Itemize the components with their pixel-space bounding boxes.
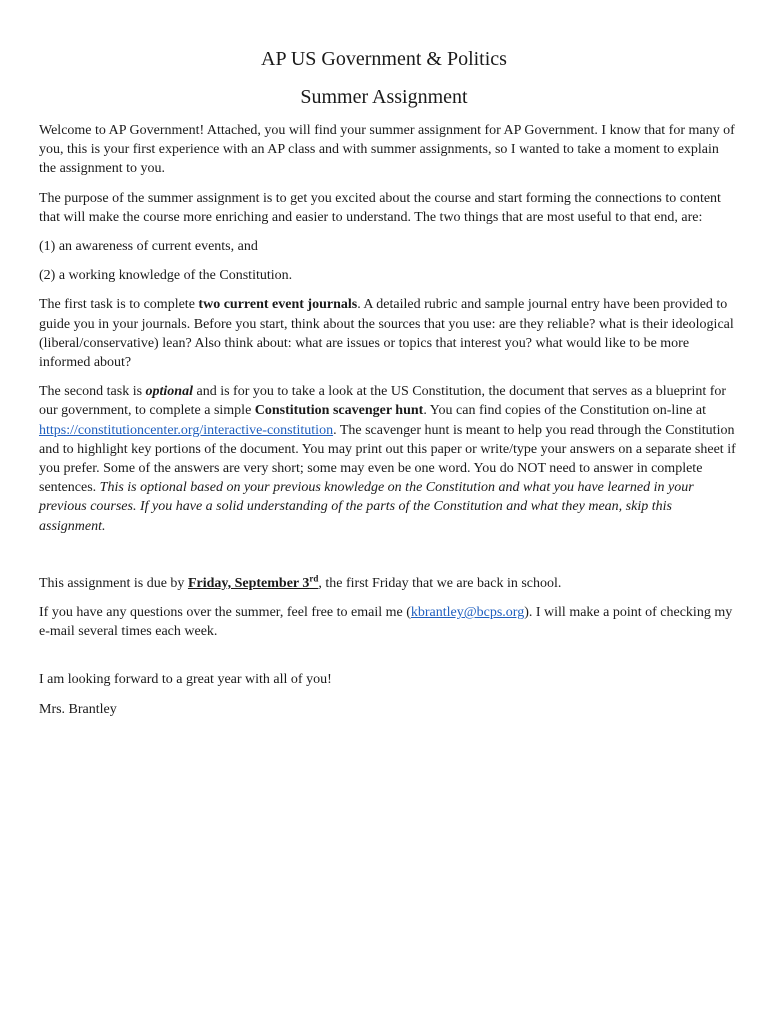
task2-lead: The second task is — [39, 384, 146, 400]
signature: Mrs. Brantley — [39, 701, 117, 717]
contact-rest: ). I will make a point of checking my e-mail several times each week. — [39, 605, 733, 640]
due-date-suffix: rd — [309, 573, 319, 584]
task2-paragraph — [39, 382, 739, 536]
document-body — [39, 121, 739, 729]
task1-lead: The first task is to complete — [39, 297, 199, 313]
list-item-current-events: (1) an awareness of current events, and — [39, 239, 258, 255]
closing-line: I am looking forward to a great year with all of you! — [39, 672, 332, 688]
due-rest: , the first Friday that we are back in school. — [318, 575, 562, 591]
purpose-paragraph: The purpose of the summer assignment is to get you excited about the course and start forming the connections to content that will make the course more enriching and easier to understand. The two things that are most useful to that end, are: — [39, 190, 721, 225]
list-item-constitution: (2) a working knowledge of the Constitution. — [39, 268, 293, 284]
task2-bold: Constitution scavenger hunt — [254, 403, 424, 419]
constitution-link[interactable]: https://constitutioncenter.org/interactive-constitution — [39, 422, 334, 438]
task1-bold: two current event journals — [198, 297, 358, 313]
document-subtitle: Summer Assignment — [300, 86, 468, 108]
spacer — [39, 651, 739, 670]
due-paragraph — [39, 574, 739, 593]
task2-rest: . The scavenger hunt is meant to help you read through the Constitution and to highlight key portions of the document. You may print out this paper or write/type your answers on a separate sheet if you prefer. Some of the answers are very short; some may even be one word. You do NOT need to answer in complete sentences. — [39, 422, 736, 496]
task2-mid2: . You can find copies of the Constitution on-line at — [423, 403, 707, 419]
task2-italic-note: This is optional based on your previous knowledge on the Constitution and what you have learned in your previous courses. If you have a solid understanding of the parts of the Constitution and what they mean, skip this assignment. — [39, 480, 694, 534]
document-title: AP US Government & Politics — [261, 48, 507, 70]
due-date-text: Friday, September 3 — [187, 575, 310, 591]
due-lead: This assignment is due by — [39, 575, 188, 591]
task2-mid: and is for you to take a look at the US Constitution, the document that serves as a blueprint for our government, to complete a simple — [39, 384, 727, 419]
task1-paragraph — [39, 295, 739, 372]
task2-optional: optional — [145, 384, 193, 400]
contact-lead: If you have any questions over the summer, feel free to email me ( — [39, 605, 411, 621]
contact-paragraph — [39, 603, 739, 641]
intro-paragraph: Welcome to AP Government! Attached, you will find your summer assignment for AP Government. I know that for many of you, this is your first experience with an AP class and with summer assignments, so I wanted to take a moment to explain the assignment to you. — [39, 123, 735, 177]
spacer — [39, 546, 739, 574]
task1-rest: . A detailed rubric and sample journal entry have been provided to guide you in your journals. Before you start, think about the sources that you use: are they reliable? what is their ideological (liberal/conservative) lean? Also think about: what are issues or topics that interest you? what would like to be more informed about? — [39, 297, 734, 371]
email-link[interactable]: kbrantley@bcps.org — [410, 605, 525, 621]
due-date — [187, 573, 319, 591]
